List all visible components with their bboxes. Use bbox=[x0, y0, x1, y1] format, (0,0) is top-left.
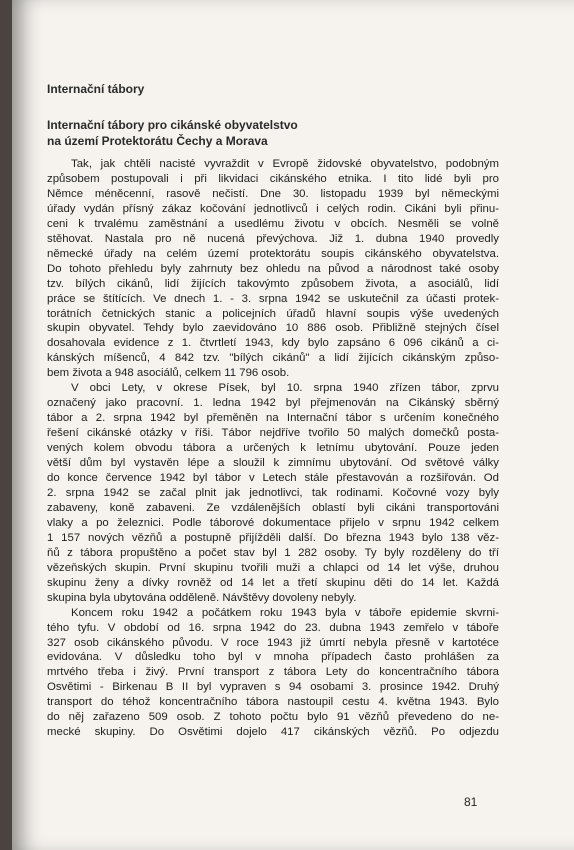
chapter-title bbox=[47, 118, 298, 149]
text-line: zabaveny, koně zabaveni. Ze vzdálenějších oblastí byli cikáni transportováni bbox=[47, 501, 499, 514]
chapter-title-line: na území Protektorátu Čechy a Morava bbox=[47, 133, 268, 148]
text-line: Osvětimi - Birkenau B II byl vypraven s 94 osobami 3. prosince 1942. Druhý bbox=[47, 681, 499, 694]
text-line: řešení cikánské otázky v říši. Tábor nejdříve tvořilo 50 malých domečků posta- bbox=[47, 427, 499, 440]
text-line: ceni k trvalému zaměstnání a usedlému životu v obcích. Nesměli se volně bbox=[47, 217, 499, 230]
text-line: označený jako pracovní. 1. ledna 1942 byl přejmenován na Cikánský sběrný bbox=[47, 397, 499, 410]
text-line: větší dům byl vystavěn lépe a sloužil k zimnímu ubytování. Od světové války bbox=[47, 457, 499, 470]
page-number: 81 bbox=[464, 795, 478, 809]
text-line: 2. srpna 1942 se začal plnit jak jednotlivci, tak rodinami. Kočovné vozy byly bbox=[47, 486, 499, 499]
text-line: skupina byla ubytována odděleně. Návštěvy dovoleny nebyly. bbox=[47, 591, 357, 604]
text-line: dosahovala evidence z 1. čtvrtletí 1943, kdy bylo zapsáno 6 096 cikánů a ci- bbox=[47, 337, 499, 350]
chapter-title-line: Internační tábory pro cikánské obyvatelstvo bbox=[47, 118, 298, 132]
text-line: mecké skupiny. Do Osvětimi dojelo 417 cikánských vězňů. Po odjezdu bbox=[47, 726, 499, 739]
text-line: 1 157 nových vězňů a postupně přijížděli další. Do března 1943 bylo 138 věz- bbox=[47, 531, 499, 544]
text-line: Koncem roku 1942 a počátkem roku 1943 byla v táboře epidemie skvrni- bbox=[71, 606, 499, 619]
text-line: bem života a 948 asociálů, celkem 11 796 osob. bbox=[47, 367, 290, 380]
text-line: mrtvého třeba i živý. První transport z tábora Lety do koncentračního tábora bbox=[47, 666, 499, 679]
text-line: evidována. V důsledku toho byl v mnoha případech často prohlášen za bbox=[47, 651, 499, 664]
text-line: tzv. bílých cikánů, lidí žijících takovýmto způsobem života, a asociálů, lidí bbox=[47, 277, 499, 290]
text-line: kánských míšenců, 4 842 tzv. "bílých cikánů" a lidí žijících cikánským způso- bbox=[47, 352, 499, 365]
text-line: vených kolem obvodu tábora a určených k letnímu ubytování. Pouze jeden bbox=[47, 442, 499, 455]
text-line: do konce července 1942 byl tábor v Letech stále přestavován a rozšiřován. Od bbox=[47, 472, 499, 485]
text-line: torátních četnických stanic a policejních úřadů hlavní soupis výše uvedených bbox=[47, 307, 499, 320]
book-page bbox=[12, 0, 574, 850]
text-line: Němce méněcenní, rasově nečistí. Dne 30. listopadu 1939 byl německými bbox=[47, 187, 499, 200]
text-line: způsobem postupovali i při likvidaci cikánského etnika. I tito lidé byli pro bbox=[47, 172, 499, 185]
text-line: tábor a 2. srpna 1942 byl přeměněn na Internační tábor s určením konečného bbox=[47, 412, 499, 425]
text-line: německé úřady na celém území protektorátu soupis cikánského obyvatelstva. bbox=[47, 247, 499, 260]
text-line: V obci Lety, v okrese Písek, byl 10. srpna 1940 zřízen tábor, zprvu bbox=[71, 382, 499, 395]
text-line: vlaky a po železnici. Podle táborové dokumentace přijelo v srpnu 1942 celkem bbox=[47, 516, 499, 529]
text-line: stěhovat. Nastala pro ně nucená převýchova. Již 1. dubna 1940 provedly bbox=[47, 232, 499, 245]
text-line: Do tohoto přehledu byly zahrnuty bez ohledu na původ a národnost také osoby bbox=[47, 262, 499, 275]
text-line: ňů z tábora propuštěno a počet stav byl 1 282 osoby. Ty byly rozděleny do tří bbox=[47, 546, 499, 559]
section-heading: Internační tábory bbox=[47, 82, 145, 96]
text-line: Tak, jak chtěli nacisté vyvraždit v Evropě židovské obyvatelstvo, podobným bbox=[71, 158, 499, 170]
text-line: tého tyfu. V období od 16. srpna 1942 do 23. dubna 1943 zemřelo v táboře bbox=[47, 621, 499, 634]
text-line: úřady vydán přísný zákaz kočování jednotlivců i celých rodin. Cikáni byli přinu- bbox=[47, 202, 499, 215]
body-text bbox=[47, 157, 499, 740]
text-line: práce se štítících. Ve dnech 1. - 3. srpna 1942 se uskutečnil za účasti protek- bbox=[47, 292, 499, 305]
text-line: skupin obyvatel. Tehdy bylo zaevidováno 10 886 osob. Přibližně stejných čísel bbox=[47, 322, 499, 335]
text-line: transport do téhož koncentračního tábora nastoupil cestu 4. května 1943. Bylo bbox=[47, 696, 499, 709]
text-line: 327 osob cikánského původu. V roce 1943 již úmrtí nebyla přesně v kartotéce bbox=[47, 636, 499, 649]
text-line: do něj zařazeno 509 osob. Z tohoto počtu bylo 91 vězňů převedeno do ne- bbox=[47, 711, 499, 724]
text-line: skupinu ženy a dívky rovněž od 14 let a třetí skupinu děti do 14 let. Každá bbox=[47, 576, 499, 589]
text-line: vězeňských skupin. První skupinu tvořili muži a chlapci od 14 let výše, druhou bbox=[47, 561, 499, 574]
